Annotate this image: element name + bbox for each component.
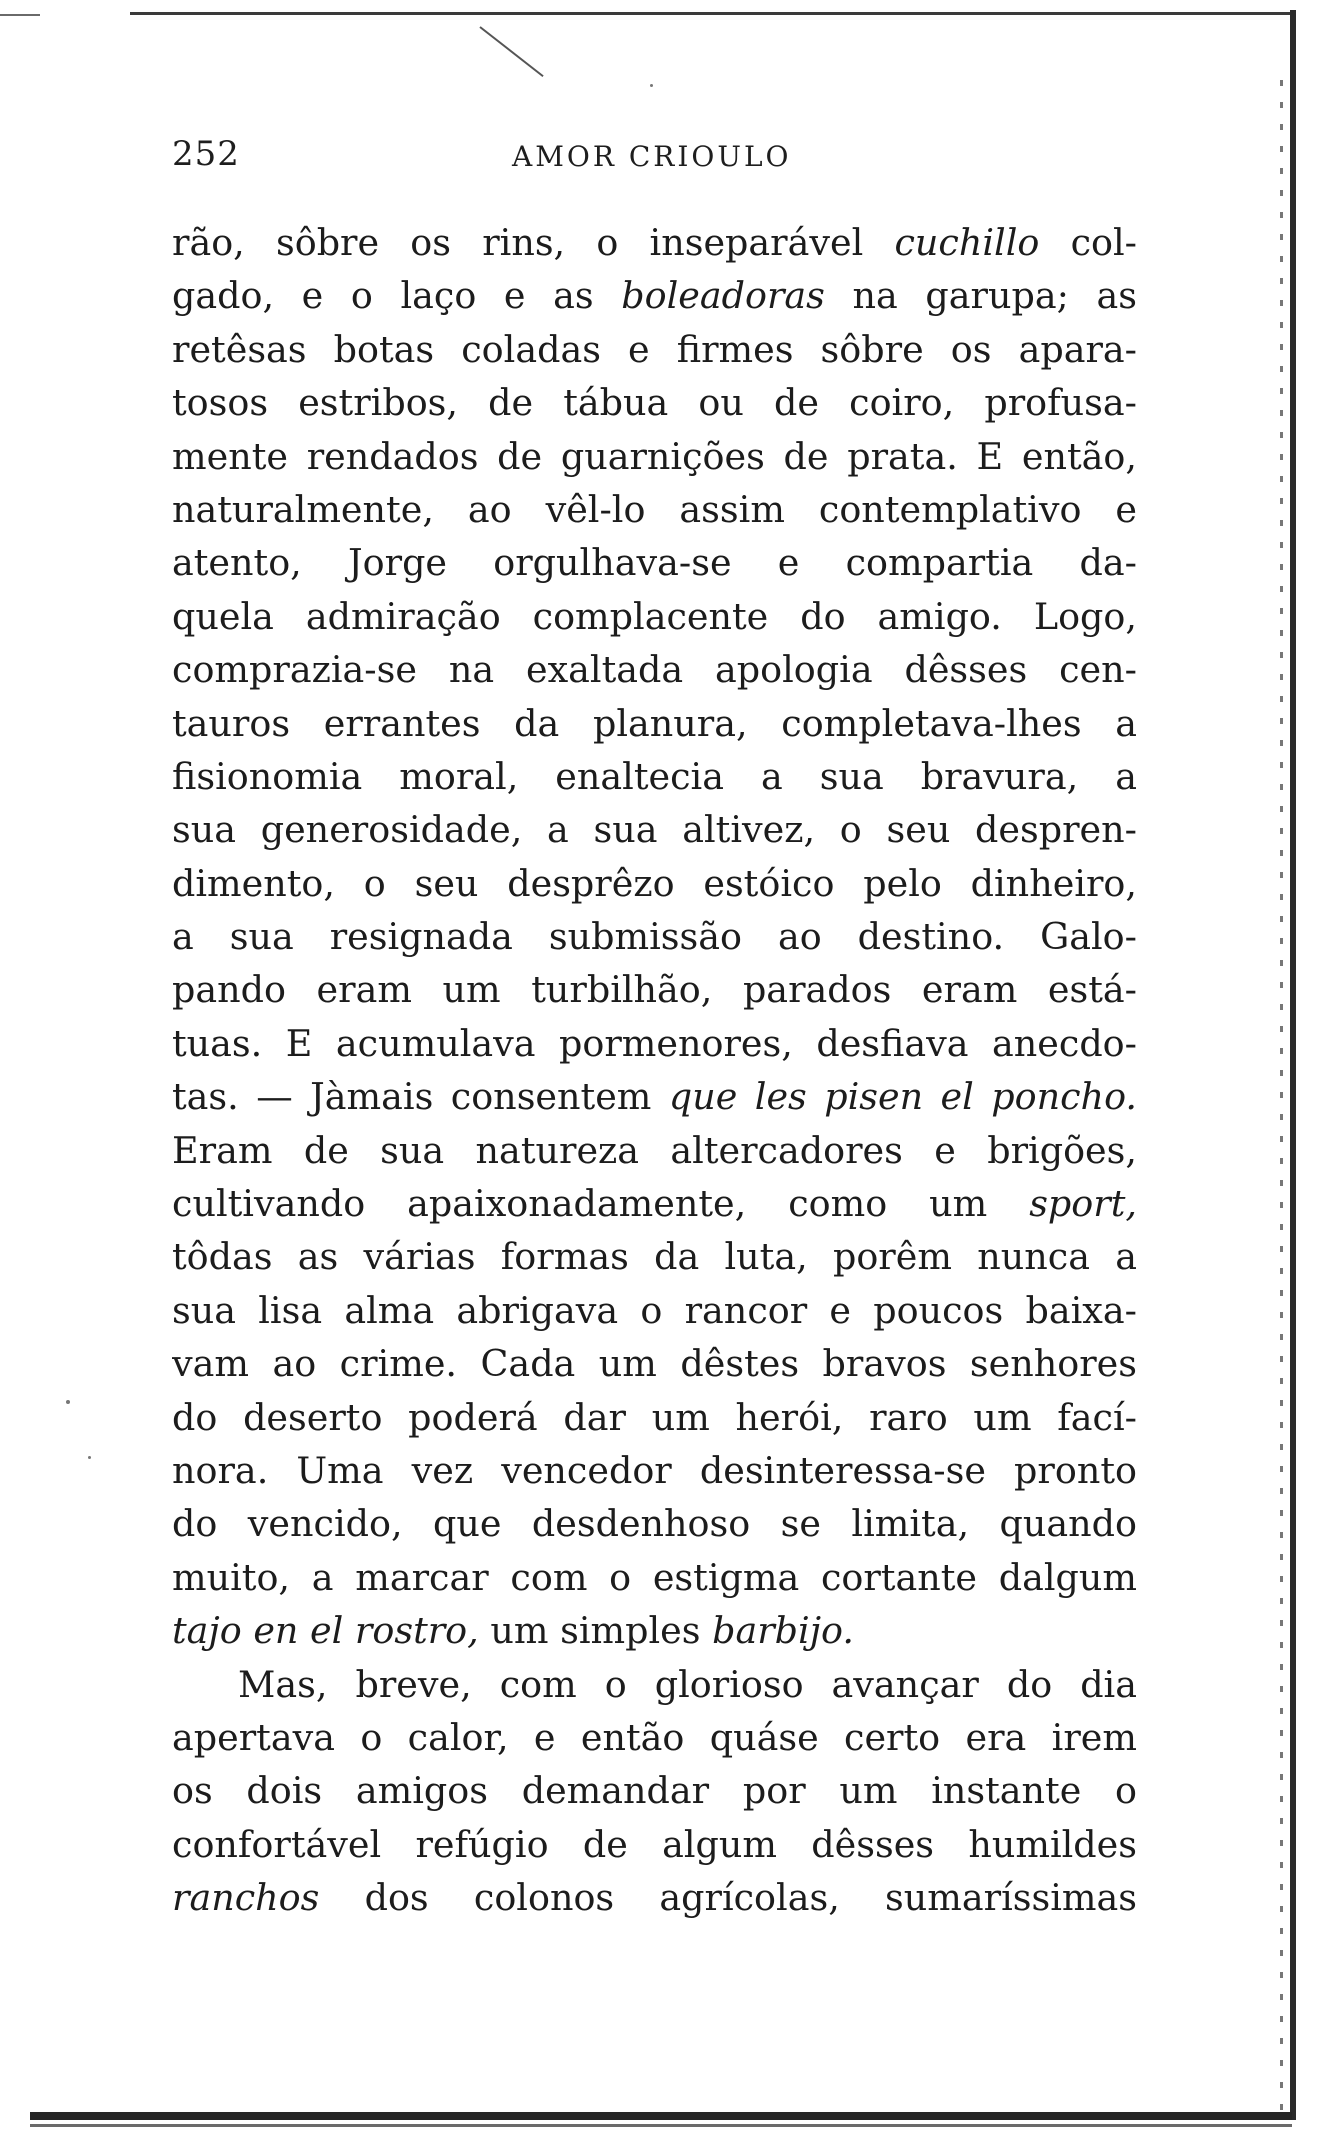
text-segment: um simples <box>478 1609 713 1653</box>
right-page-edge <box>1290 10 1296 2120</box>
text-segment: sua lisa alma abrigava o rancor e poucos baixa- <box>172 1288 1137 1332</box>
text-line <box>172 536 1137 589</box>
text-line <box>172 910 1137 963</box>
text-segment: rão, sôbre os rins, o inseparável <box>172 221 895 264</box>
text-line <box>172 857 1137 910</box>
text-segment: fisionomia moral, enaltecia a sua bravura, a <box>172 754 1137 798</box>
text-line <box>172 1391 1137 1444</box>
text-segment: quela admiração complacente do amigo. Logo, <box>172 594 1137 638</box>
text-line <box>172 1871 1137 1924</box>
text-segment: atento, Jorge orgulhava-se e compartia da- <box>172 541 1137 585</box>
bottom-page-edge-shadow <box>30 2124 1292 2127</box>
italic-phrase: que les pisen el poncho. <box>668 1075 1137 1119</box>
text-line <box>172 1444 1137 1497</box>
page-number: 252 <box>172 134 240 174</box>
scan-speck <box>88 1456 91 1459</box>
scan-edge-mark <box>0 14 40 16</box>
scan-fold-line <box>479 26 543 77</box>
text-line <box>172 269 1137 322</box>
text-segment: col- <box>1039 221 1137 264</box>
text-line <box>172 963 1137 1016</box>
text-segment: nora. Uma vez vencedor desinteressa-se pronto <box>172 1448 1137 1492</box>
text-segment: comprazia-se na exaltada apologia dêsses cen- <box>172 648 1137 692</box>
italic-phrase: ranchos <box>172 1876 320 1920</box>
scan-speck <box>650 84 653 87</box>
bottom-page-edge <box>30 2112 1292 2120</box>
text-segment: dos colonos agrícolas, sumaríssimas <box>319 1876 1137 1920</box>
top-page-edge <box>130 12 1295 15</box>
text-line <box>172 216 1137 269</box>
text-segment: sua generosidade, a sua altivez, o seu despren- <box>172 808 1137 852</box>
text-segment: naturalmente, ao vêl-lo assim contemplativo e <box>172 487 1137 531</box>
text-line <box>172 1658 1137 1711</box>
right-page-shadow <box>1280 80 1283 2120</box>
text-segment: muito, a marcar com o estigma cortante dalgum <box>172 1555 1137 1599</box>
text-line <box>172 430 1137 483</box>
text-line <box>172 803 1137 856</box>
text-line <box>172 1551 1137 1604</box>
italic-phrase: cuchillo <box>894 221 1040 264</box>
text-segment: a sua resignada submissão ao destino. Galo- <box>172 915 1137 959</box>
text-line <box>172 1764 1137 1817</box>
text-segment: dimento, o seu desprêzo estóico pelo dinheiro, <box>172 861 1137 905</box>
text-line <box>172 1604 1137 1657</box>
italic-phrase: tajo en el rostro, <box>172 1609 479 1653</box>
text-segment: Eram de sua natureza altercadores e brigões, <box>172 1128 1137 1172</box>
text-line <box>172 697 1137 750</box>
text-line <box>172 483 1137 536</box>
text-segment: na garupa; as <box>824 274 1137 318</box>
scan-speck <box>66 1400 70 1404</box>
text-line <box>172 1124 1137 1177</box>
text-segment: pando eram um turbilhão, parados eram está- <box>172 968 1137 1012</box>
text-segment: Mas, breve, com o glorioso avançar do dia <box>238 1662 1137 1706</box>
text-line <box>172 1711 1137 1764</box>
text-segment: tas. — Jàmais consentem <box>172 1075 669 1119</box>
text-segment: tosos estribos, de tábua ou de coiro, profusa- <box>172 381 1137 425</box>
text-segment: mente rendados de guarnições de prata. E então, <box>172 434 1137 478</box>
body-text <box>172 216 1137 1925</box>
text-segment: confortável refúgio de algum dêsses humildes <box>172 1822 1137 1866</box>
text-segment: tuas. E acumulava pormenores, desfiava anecdo- <box>172 1021 1137 1065</box>
text-line <box>172 1230 1137 1283</box>
text-line <box>172 1017 1137 1070</box>
text-line <box>172 323 1137 376</box>
text-segment: tôdas as várias formas da luta, porêm nunca a <box>172 1235 1137 1279</box>
text-line <box>172 590 1137 643</box>
italic-phrase: boleadoras <box>621 274 825 318</box>
italic-phrase: sport, <box>1029 1182 1137 1226</box>
text-line <box>172 1284 1137 1337</box>
running-title: AMOR CRIOULO <box>512 140 792 173</box>
text-segment: do deserto poderá dar um herói, raro um fací- <box>172 1395 1137 1439</box>
text-line <box>172 1497 1137 1550</box>
text-segment: gado, e o laço e as <box>172 274 622 318</box>
page-header <box>172 134 1132 184</box>
text-line <box>172 376 1137 429</box>
text-segment: vam ao crime. Cada um dêstes bravos senhores <box>172 1342 1137 1386</box>
text-segment: cultivando apaixonadamente, como um <box>172 1182 1030 1226</box>
text-segment: os dois amigos demandar por um instante o <box>172 1769 1137 1813</box>
text-line <box>172 750 1137 803</box>
text-segment: tauros errantes da planura, completava-lhes a <box>172 701 1137 745</box>
text-segment: do vencido, que desdenhoso se limita, quando <box>172 1502 1137 1546</box>
text-segment: apertava o calor, e então quáse certo era irem <box>172 1715 1137 1759</box>
text-line <box>172 1337 1137 1390</box>
text-line <box>172 1070 1137 1123</box>
text-line <box>172 643 1137 696</box>
italic-phrase: barbijo. <box>712 1609 854 1653</box>
text-line <box>172 1177 1137 1230</box>
text-line <box>172 1818 1137 1871</box>
text-segment: retêsas botas coladas e firmes sôbre os apara- <box>172 327 1137 371</box>
